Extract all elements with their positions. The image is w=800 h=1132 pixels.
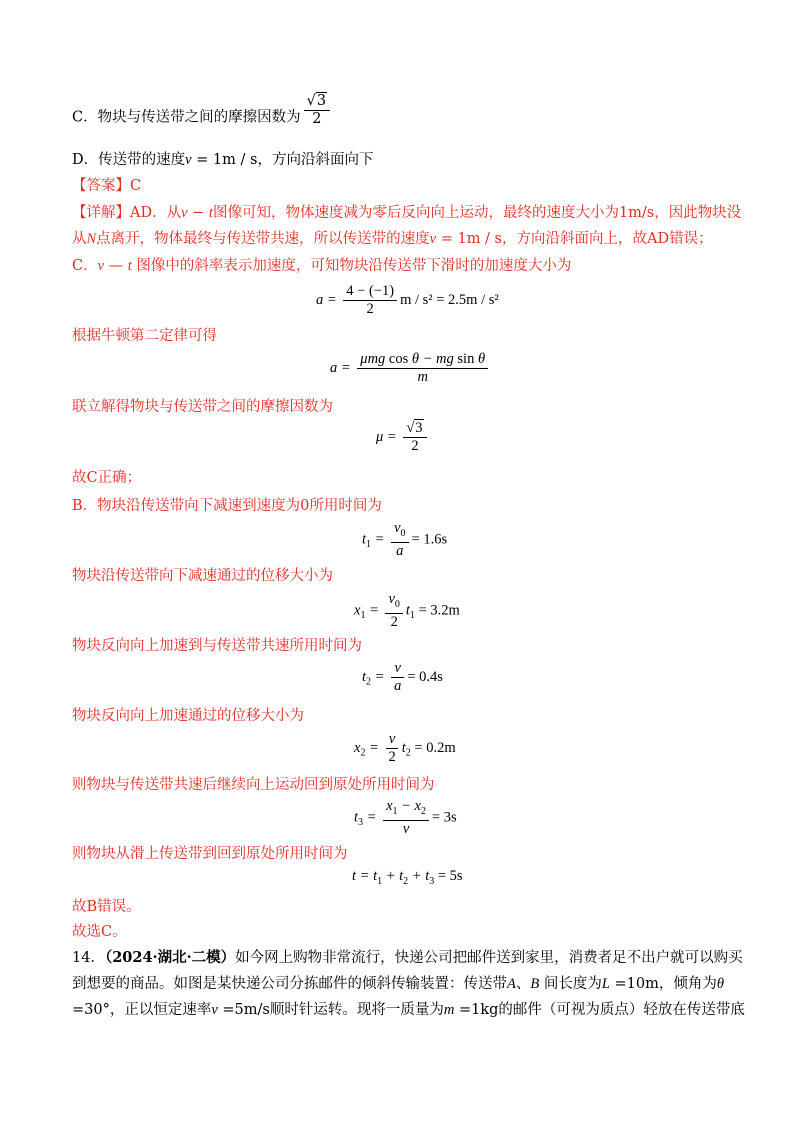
x2-text: 物块反向向上加速通过的位移大小为 (72, 708, 304, 724)
equation-acceleration: a = $\frac{4 - (-1)}{2}$ m / s² = 2.5m / s² (316, 283, 499, 317)
equation-x1: $x_1$ = $\frac{v_0}{2}$ $t_1 = 3.2m$ (354, 591, 460, 630)
choose-c: 故选C。 (72, 924, 127, 940)
equation-mu: μ = $\frac{√3}{2}$ (376, 420, 430, 455)
detail-line-2: 从N点离开，物体最终与传送带共速，所以传送带的速度v = 1m / s，方向沿斜面向上，故AD错误； (72, 231, 713, 247)
equation-t3: $t_3$ = $\frac{x_1 - x_2}{v}$ = 3s (354, 798, 457, 837)
b-wrong: 故B错误。 (72, 899, 141, 915)
equation-t2: $t_2$ = $\frac{v}{a}$ = 0.4s (362, 660, 443, 694)
mu-text: 联立解得物块与传送带之间的摩擦因数为 (72, 399, 333, 415)
detail-line-1: 【详解】AD．从v − t图像可知，物体速度减为零后反向向上运动，最终的速度大小为1m/s，因此物块没 (72, 205, 742, 221)
detail-line-3: C．v — t 图像中的斜率表示加速度，可知物块沿传送带下滑时的加速度大小为 (72, 258, 572, 274)
newton-text: 根据牛顿第二定律可得 (72, 328, 217, 344)
question-14-line-1: 14．（2024·湖北·二模）如今网上购物非常流行，快递公司把邮件送到家里，消费者足不出户就可以购买 (72, 949, 743, 966)
b-text: B．物块沿传送带向下减速到速度为0所用时间为 (72, 498, 382, 514)
x1-text: 物块沿传送带向下减速通过的位移大小为 (72, 568, 333, 584)
t-text: 则物块从滑上传送带到回到原处所用时间为 (72, 846, 348, 862)
answer: 【答案】C (72, 178, 142, 194)
c-correct: 故C正确； (72, 470, 142, 486)
question-14-line-3: =30°，正以恒定速率v =5m/s顺时针运转。现将一质量为m =1kg的邮件（可视为质点）轻放在传送带底 (72, 1002, 745, 1018)
question-14-line-2: 到想要的商品。如图是某快递公司分拣邮件的倾斜传输装置：传送带A、B 间长度为L =10m，倾角为θ (72, 976, 724, 992)
t3-text: 则物块与传送带共速后继续向上运动回到原处所用时间为 (72, 777, 435, 793)
option-c-fraction: $\frac{√3}{2}$ (304, 93, 330, 128)
equation-newton: a = $\frac{\text{μmg cos θ − mg sin θ}}{m}$ (330, 351, 491, 386)
option-d: D．传送带的速度v = 1m / s，方向沿斜面向下 (72, 152, 374, 168)
equation-total-t: $t = t_1 + t_2 + t_3 = 5s$ (352, 868, 463, 887)
t2-text: 物块反向向上加速到与传送带共速所用时间为 (72, 638, 362, 654)
equation-x2: $x_2$ = $\frac{v}{2}$ $t_2 = 0.2m$ (354, 731, 456, 765)
equation-t1: $t_1$ = $\frac{v_0}{a}$ = 1.6s (362, 520, 448, 559)
option-c: C．物块与传送带之间的摩擦因数为 $\frac{√3}{2}$ (72, 107, 333, 128)
